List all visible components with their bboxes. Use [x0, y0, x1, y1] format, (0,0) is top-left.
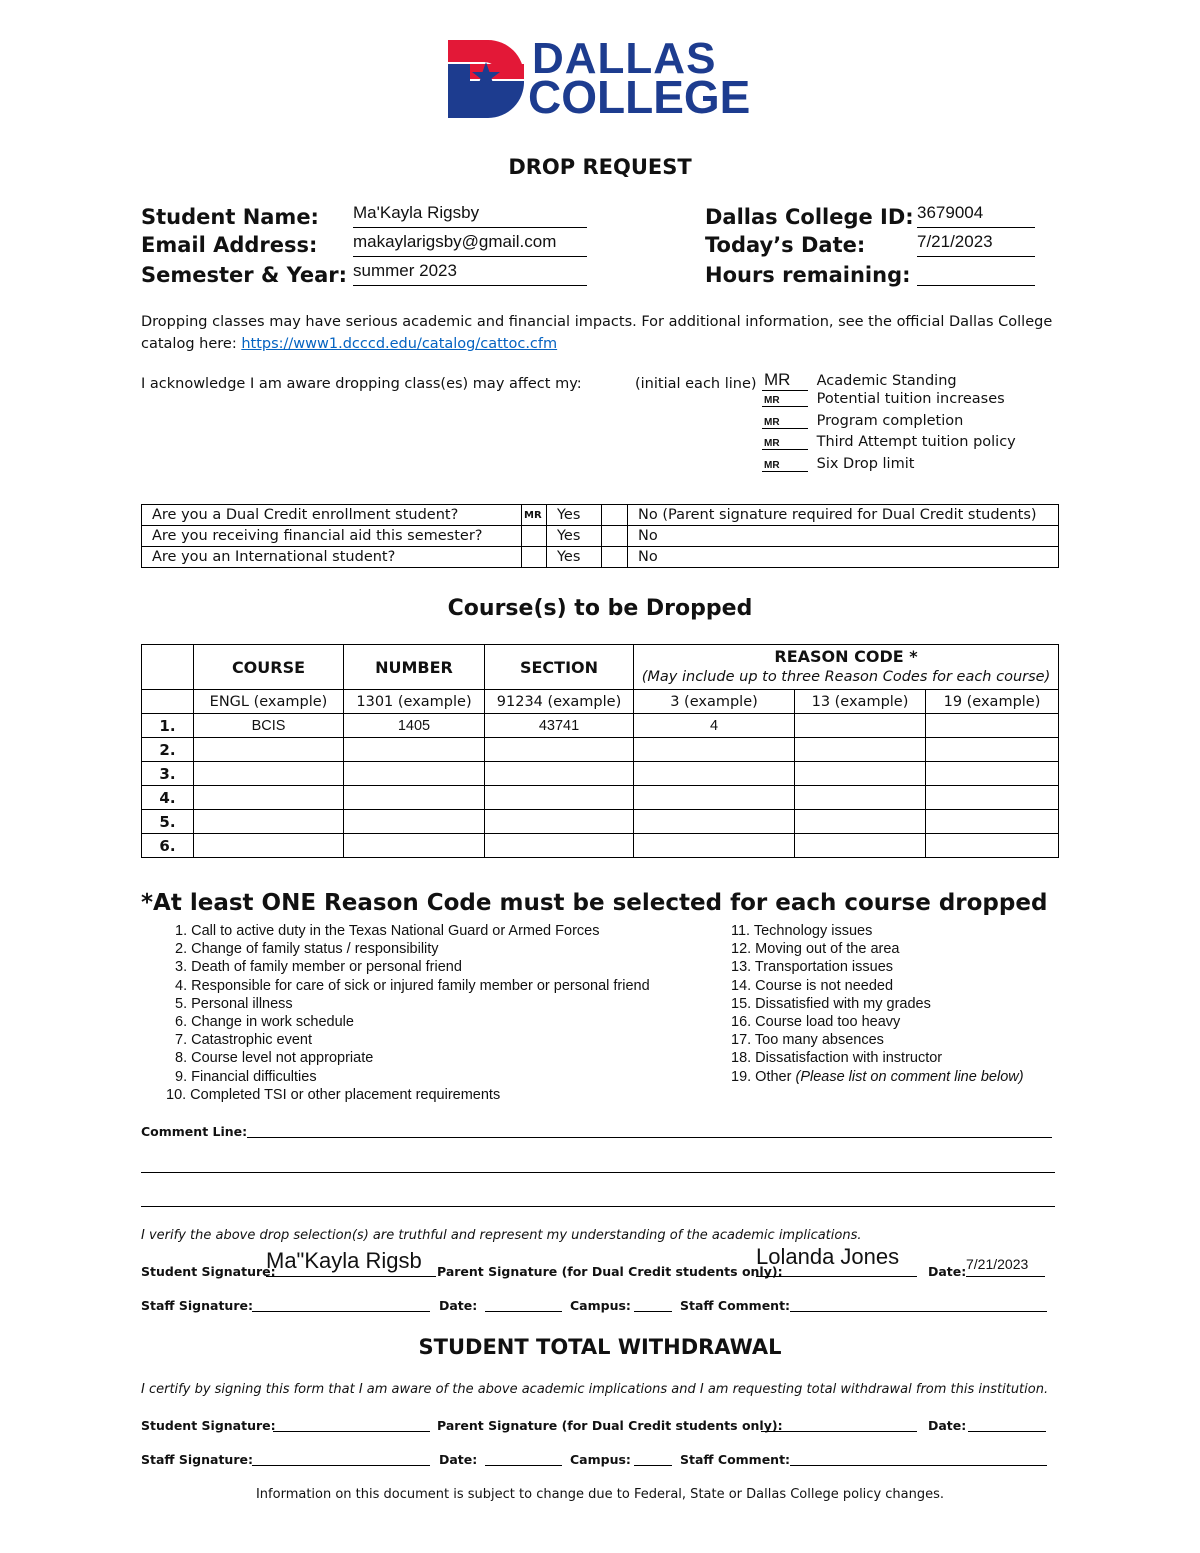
example-reason-1: 3 (example) [634, 690, 795, 714]
acknowledge-list [762, 370, 1016, 477]
course-row-number: 2. [142, 738, 194, 762]
reason-code-item: 17. Too many absences [731, 1032, 884, 1049]
number-cell[interactable] [344, 738, 485, 762]
question-row [142, 547, 1059, 568]
no-checkbox[interactable] [602, 547, 628, 568]
parent-signature-label: Parent Signature (for Dual Credit students only): [437, 1264, 783, 1279]
form-title: DROP REQUEST [508, 155, 692, 179]
example-reason-3: 19 (example) [926, 690, 1059, 714]
no-label: No [628, 547, 1059, 568]
notice-paragraph [141, 311, 1061, 355]
acknowledge-item-label: Academic Standing [816, 373, 957, 389]
section-cell[interactable]: 43741 [485, 714, 634, 738]
example-section: 91234 (example) [485, 690, 634, 714]
withdrawal-student-signature-label: Student Signature: [141, 1418, 276, 1433]
yes-label: Yes [547, 547, 602, 568]
reason-code-item: 7. Catastrophic event [175, 1032, 313, 1049]
student-signature-label: Student Signature: [141, 1264, 276, 1279]
withdrawal-staff-comment-field[interactable] [790, 1450, 1047, 1466]
staff-signature-label: Staff Signature: [141, 1298, 253, 1313]
section-cell[interactable] [485, 738, 634, 762]
acknowledge-item [762, 370, 1016, 391]
course-row-number: 4. [142, 786, 194, 810]
reason-cell-2[interactable] [795, 834, 926, 858]
email-field[interactable]: makaylarigsby@gmail.com [353, 232, 587, 257]
signature-date-field[interactable]: 7/21/2023 [966, 1256, 1045, 1277]
reason-code-header [634, 645, 1059, 690]
logo-d-mark [448, 40, 524, 118]
acknowledge-text: I acknowledge I am aware dropping class(es) may affect my: [141, 376, 582, 392]
question-text: Are you a Dual Credit enrollment student? [142, 505, 522, 526]
withdrawal-parent-signature-label: Parent Signature (for Dual Credit students only): [437, 1418, 783, 1433]
comment-line-3[interactable] [141, 1192, 1055, 1207]
number-cell[interactable] [344, 834, 485, 858]
course-row [142, 810, 1059, 834]
question-text: Are you an International student? [142, 547, 522, 568]
reason-code-item: 10. Completed TSI or other placement requirements [166, 1086, 501, 1103]
withdrawal-campus-field[interactable] [634, 1450, 672, 1466]
example-reason-2: 13 (example) [795, 690, 926, 714]
initial-field[interactable]: MR [762, 417, 808, 429]
email-label: Email Address: [141, 233, 318, 257]
withdrawal-campus-label: Campus: [570, 1452, 631, 1467]
yes-label: Yes [547, 526, 602, 547]
reason-code-item: 3. Death of family member or personal friend [175, 959, 462, 976]
acknowledge-item [762, 391, 1016, 413]
campus-label: Campus: [570, 1298, 631, 1313]
acknowledge-item [762, 413, 1016, 435]
course-row [142, 762, 1059, 786]
acknowledge-item-label: Potential tuition increases [816, 391, 1005, 407]
reason-codes-title: *At least ONE Reason Code must be selected for each course dropped [141, 890, 1048, 916]
logo-line-1: DALLAS [532, 34, 717, 83]
hours-remaining-label: Hours remaining: [705, 263, 911, 287]
withdrawal-staff-date-field[interactable] [485, 1450, 562, 1466]
reason-code-item: 16. Course load too heavy [731, 1014, 901, 1031]
student-signature-field[interactable]: Ma"Kayla Rigsb [266, 1248, 436, 1277]
initial-field[interactable]: MR [762, 460, 808, 472]
comment-label: Comment Line: [141, 1124, 248, 1139]
reason-cell-1[interactable] [634, 834, 795, 858]
reason-code-item: 12. Moving out of the area [731, 941, 900, 958]
semester-field[interactable]: summer 2023 [353, 261, 587, 286]
course-cell[interactable] [194, 738, 344, 762]
withdrawal-staff-signature-label: Staff Signature: [141, 1452, 253, 1467]
course-row-number: 6. [142, 834, 194, 858]
no-checkbox[interactable] [602, 526, 628, 547]
reason-cell-1[interactable] [634, 786, 795, 810]
reason-code-19-note: (Please list on comment line below) [795, 1068, 1024, 1085]
initial-field[interactable]: MR [762, 395, 808, 407]
reason-cell-2[interactable] [795, 762, 926, 786]
course-row [142, 834, 1059, 858]
reason-code-item: 18. Dissatisfaction with instructor [731, 1050, 943, 1067]
reason-code-item: 2. Change of family status / responsibility [175, 941, 439, 958]
section-cell[interactable] [485, 762, 634, 786]
example-course: ENGL (example) [194, 690, 344, 714]
logo-line-2: COLLEGE [528, 71, 751, 123]
acknowledge-item [762, 434, 1016, 456]
initial-field[interactable]: MR [762, 370, 808, 391]
section-cell[interactable] [485, 810, 634, 834]
acknowledge-item-label: Six Drop limit [816, 455, 915, 472]
student-name-field[interactable]: Ma'Kayla Rigsby [353, 203, 587, 228]
reason-code-19: 19. Other [731, 1068, 796, 1085]
reason-code-item: 6. Change in work schedule [175, 1014, 354, 1031]
reason-cell-2[interactable] [795, 810, 926, 834]
question-row [142, 526, 1059, 547]
course-row-number: 5. [142, 810, 194, 834]
course-row [142, 738, 1059, 762]
verify-text: I verify the above drop selection(s) are truthful and represent my understanding of the academic implications. [141, 1228, 862, 1243]
reason-cell-3[interactable] [926, 834, 1059, 858]
reason-cell-1[interactable] [634, 738, 795, 762]
course-row [142, 786, 1059, 810]
hours-remaining-field[interactable] [917, 261, 1035, 286]
reason-cell-1[interactable] [634, 762, 795, 786]
example-row [142, 690, 1059, 714]
todays-date-label: Today’s Date: [705, 233, 866, 257]
withdrawal-title: STUDENT TOTAL WITHDRAWAL [418, 1335, 782, 1359]
no-checkbox[interactable] [602, 505, 628, 526]
course-cell[interactable]: BCIS [194, 714, 344, 738]
college-id-field[interactable]: 3679004 [917, 203, 1035, 228]
reason-code-item: 5. Personal illness [175, 995, 293, 1012]
reason-code-item: 13. Transportation issues [731, 959, 894, 976]
comment-line-1[interactable] [247, 1122, 1052, 1138]
dallas-college-logo [448, 34, 758, 123]
signature-date-label: Date: [928, 1264, 967, 1279]
staff-comment-field[interactable] [790, 1296, 1047, 1312]
comment-line-2[interactable] [141, 1158, 1055, 1173]
college-id-label: Dallas College ID: [705, 205, 914, 229]
withdrawal-student-signature-field[interactable] [273, 1416, 430, 1432]
reason-code-item: 9. Financial difficulties [175, 1068, 317, 1085]
footer-text: Information on this document is subject to change due to Federal, State or Dallas College policy changes. [255, 1487, 945, 1502]
question-row [142, 505, 1059, 526]
course-cell[interactable] [194, 762, 344, 786]
number-cell[interactable] [344, 762, 485, 786]
reason-cell-2[interactable] [795, 786, 926, 810]
withdrawal-staff-comment-label: Staff Comment: [680, 1452, 791, 1467]
reason-cell-2[interactable] [795, 714, 926, 738]
catalog-link[interactable]: https://www1.dcccd.edu/catalog/cattoc.cfm [241, 336, 558, 352]
row-number-header [142, 645, 194, 690]
no-label: No [628, 526, 1059, 547]
course-header: COURSE [194, 645, 344, 690]
example-number: 1301 (example) [344, 690, 485, 714]
yes-checkbox[interactable]: MR [522, 505, 547, 526]
reason-code-title: REASON CODE * [774, 647, 918, 666]
number-cell[interactable] [344, 786, 485, 810]
course-cell[interactable] [194, 786, 344, 810]
reason-code-item: 4. Responsible for care of sick or injured family member or personal friend [175, 977, 650, 994]
staff-date-field[interactable] [485, 1296, 562, 1312]
reason-cell-1[interactable] [634, 810, 795, 834]
reason-cell-3[interactable] [926, 762, 1059, 786]
yes-checkbox[interactable] [522, 526, 547, 547]
section-header: SECTION [485, 645, 634, 690]
acknowledge-item-label: Program completion [816, 412, 964, 429]
withdrawal-date-field[interactable] [968, 1416, 1046, 1432]
reason-codes-left [166, 922, 650, 1104]
withdrawal-parent-signature-field[interactable] [761, 1416, 917, 1432]
section-cell[interactable] [485, 786, 634, 810]
reason-code-item: 11. Technology issues [731, 923, 873, 939]
reason-cell-3[interactable] [926, 714, 1059, 738]
withdrawal-staff-date-label: Date: [439, 1452, 478, 1467]
course-row-number: 1. [142, 714, 194, 738]
acknowledge-item-label: Third Attempt tuition policy [816, 434, 1016, 450]
reason-code-item [731, 1068, 1024, 1086]
course-cell[interactable] [194, 834, 344, 858]
course-row [142, 714, 1059, 738]
reason-cell-3[interactable] [926, 738, 1059, 762]
initial-field[interactable]: MR [762, 438, 808, 450]
reason-code-item: 15. Dissatisfied with my grades [731, 995, 931, 1012]
question-text: Are you receiving financial aid this semester? [142, 526, 522, 547]
certify-text: I certify by signing this form that I am aware of the above academic implications and I am requesting total withdrawal from this institution. [141, 1382, 1049, 1397]
yes-checkbox[interactable] [522, 547, 547, 568]
yes-label: Yes [547, 505, 602, 526]
staff-date-label: Date: [439, 1298, 478, 1313]
no-label: No (Parent signature required for Dual Credit students) [628, 505, 1059, 526]
todays-date-field[interactable]: 7/21/2023 [917, 232, 1035, 257]
reason-cell-2[interactable] [795, 738, 926, 762]
courses-header-row [142, 645, 1059, 690]
number-cell[interactable]: 1405 [344, 714, 485, 738]
courses-title: Course(s) to be Dropped [447, 596, 753, 621]
course-cell[interactable] [194, 810, 344, 834]
campus-field[interactable] [634, 1296, 672, 1312]
acknowledge-item [762, 456, 1016, 478]
courses-table [141, 644, 1059, 858]
notice-text: Dropping classes may have serious academic and financial impacts. For additional information, see the official Dallas College catalog here: [141, 314, 1053, 352]
reason-code-item: 8. Course level not appropriate [175, 1050, 374, 1067]
course-row-number: 3. [142, 762, 194, 786]
semester-label: Semester & Year: [141, 263, 348, 287]
staff-signature-field[interactable] [252, 1296, 430, 1312]
reason-code-item: 1. Call to active duty in the Texas National Guard or Armed Forces [175, 923, 600, 939]
withdrawal-date-label: Date: [928, 1418, 967, 1433]
student-name-label: Student Name: [141, 205, 319, 229]
number-header: NUMBER [344, 645, 485, 690]
reason-cell-1[interactable]: 4 [634, 714, 795, 738]
staff-comment-label: Staff Comment: [680, 1298, 791, 1313]
reason-cell-3[interactable] [926, 810, 1059, 834]
initial-hint: (initial each line) [635, 376, 757, 392]
reason-code-note: (May include up to three Reason Codes for each course) [641, 669, 1051, 685]
number-cell[interactable] [344, 810, 485, 834]
parent-signature-field[interactable]: Lolanda Jones [756, 1244, 917, 1277]
reason-codes-right [731, 922, 1024, 1086]
questions-table [141, 504, 1059, 568]
reason-code-item: 14. Course is not needed [731, 977, 894, 994]
section-cell[interactable] [485, 834, 634, 858]
withdrawal-staff-signature-field[interactable] [252, 1450, 430, 1466]
reason-cell-3[interactable] [926, 786, 1059, 810]
